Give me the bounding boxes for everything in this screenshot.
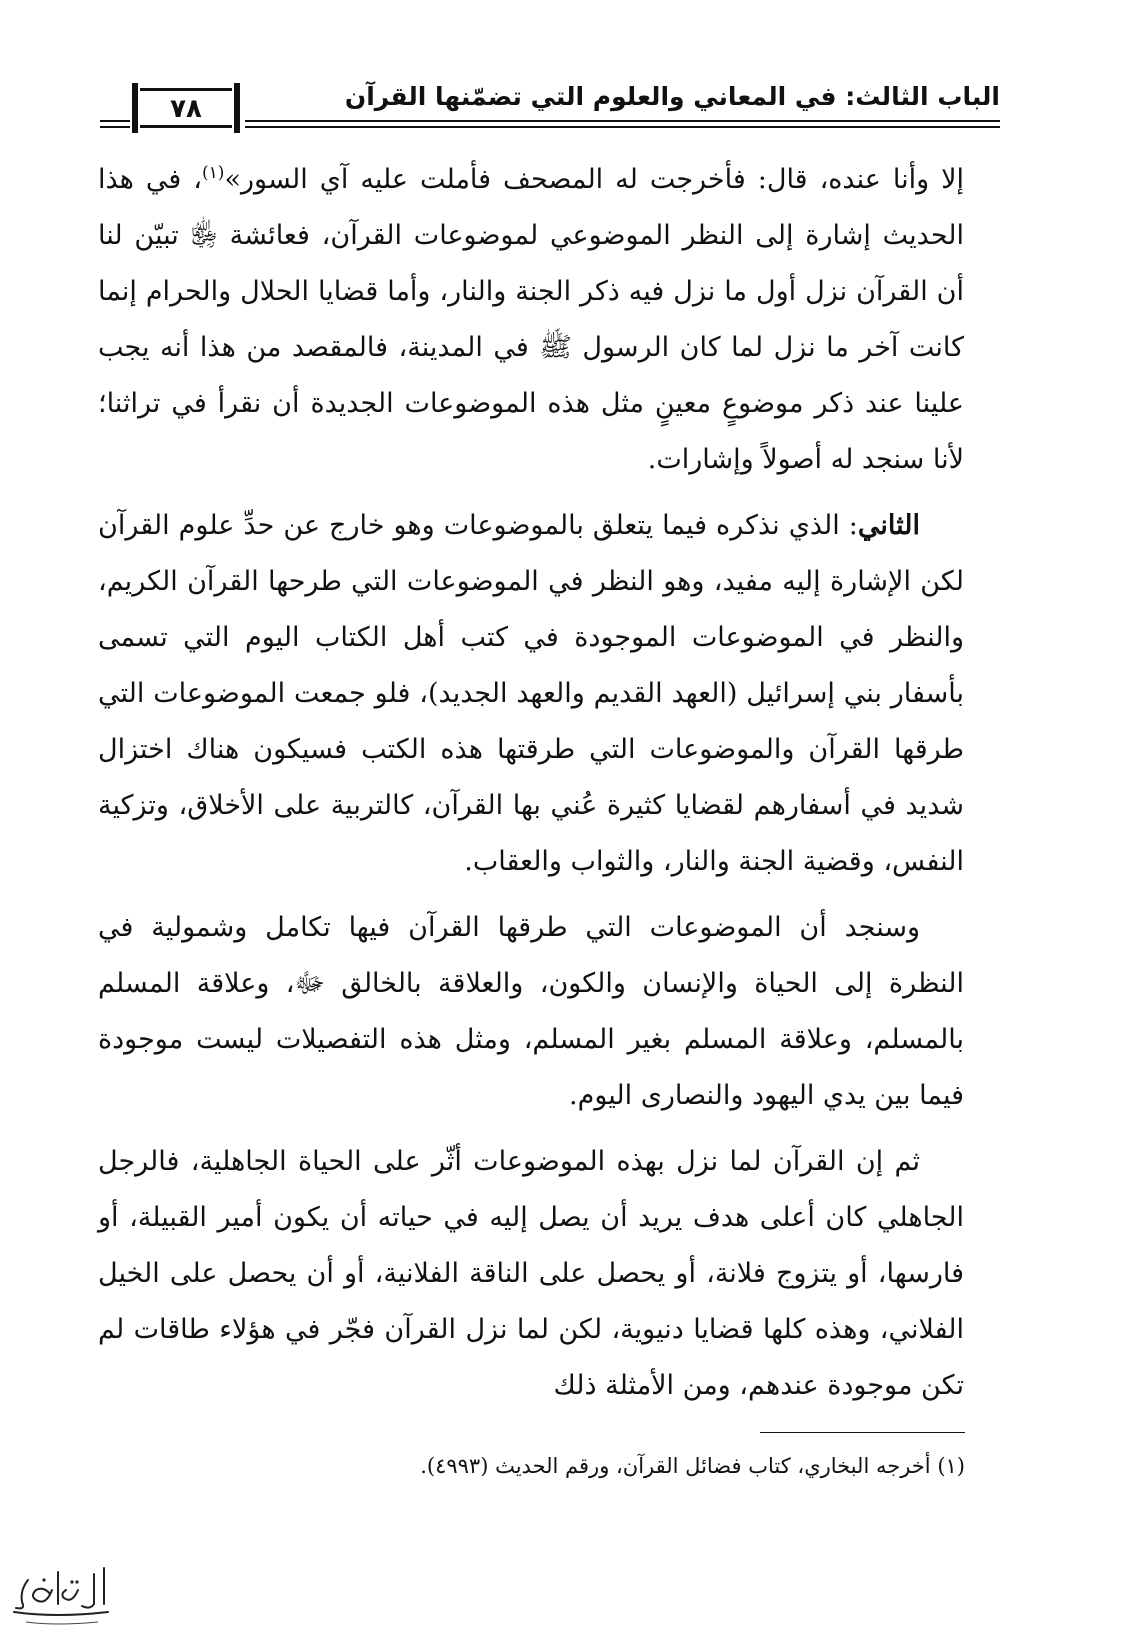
- header-rule-left-bottom: [100, 126, 130, 128]
- page-body: [98, 152, 964, 1424]
- footnote-text: أخرجه البخاري، كتاب فضائل القرآن، ورقم الحديث (٤٩٩٣).: [420, 1454, 931, 1478]
- paragraph-2: [98, 498, 964, 890]
- page-number: ٧٨: [170, 94, 202, 124]
- page-header: [100, 72, 1000, 134]
- header-rule-bottom: [245, 126, 1000, 128]
- footnote-reference[interactable]: (١): [202, 163, 225, 183]
- paragraph-1-text: إلا وأنا عنده، قال: فأخرجت له المصحف فأملت عليه آي السور»: [224, 164, 965, 195]
- paragraph-1: [98, 152, 964, 488]
- page-number-frame: [140, 88, 232, 128]
- paragraph-3: [98, 900, 964, 1124]
- publisher-logo: [6, 1560, 116, 1630]
- paragraph-4-text: ثم إن القرآن لما نزل بهذه الموضوعات أثّر على الحياة الجاهلية، فالرجل الجاهلي كان أعلى هدف يريد أن يصل إليه في حياته أن يكون أمير القبيلة، أو فارسها، أو يتزوج فلانة، أو يحصل على الناقة الفلانية، أو أن يحصل على الخيل الفلاني، وهذه كلها قضايا دنيوية، لكن لما نزل القرآن فجّر في هؤلاء طاقات لم تكن موجودة عندهم، ومن الأمثلة ذلك: [98, 1146, 964, 1401]
- publisher-logo-calligraphy-icon: [6, 1560, 116, 1630]
- footnote-marker: (١): [937, 1454, 965, 1478]
- paragraph-4: [98, 1134, 964, 1414]
- paragraph-2-lead: الثاني: [857, 510, 920, 541]
- footnote: [420, 1450, 965, 1482]
- paragraph-3-text: وسنجد أن الموضوعات التي طرقها القرآن فيها تكامل وشمولية في النظرة إلى الحياة والإنسان والكون، والعلاقة بالخالق ﷻ، وعلاقة المسلم بالمسلم، وعلاقة المسلم بغير المسلم، ومثل هذه التفصيلات ليست موجودة فيما بين يدي اليهود والنصارى اليوم.: [98, 912, 964, 1111]
- paragraph-1-text-continued: ، في هذا الحديث إشارة إلى النظر الموضوعي لموضوعات القرآن، فعائشة ﵂ تبيّن لنا أن القرآن نزل أول ما نزل فيه ذكر الجنة والنار، وأما قضايا الحلال والحرام إنما كانت آخر ما نزل لما كان الرسول ﷺ في المدينة، فالمقصد من هذا أنه يجب علينا عند ذكر موضوعٍ معينٍ مثل هذه الموضوعات الجديدة أن نقرأ في تراثنا؛ لأنا سنجد له أصولاً وإشارات.: [98, 164, 964, 475]
- header-rule-left-top: [100, 120, 130, 122]
- header-rule-top: [245, 120, 1000, 122]
- paragraph-2-text: : الذي نذكره فيما يتعلق بالموضوعات وهو خارج عن حدِّ علوم القرآن لكن الإشارة إليه مفيد، وهو النظر في الموضوعات التي طرحها القرآن الكريم، والنظر في الموضوعات الموجودة في كتب أهل الكتاب اليوم التي تسمى بأسفار بني إسرائيل (العهد القديم والعهد الجديد)، فلو جمعت الموضوعات التي طرقها القرآن والموضوعات التي طرقتها هذه الكتب فسيكون هناك اختزال شديد في أسفارهم لقضايا كثيرة عُني بها القرآن، كالتربية على الأخلاق، وتزكية النفس، وقضية الجنة والنار، والثواب والعقاب.: [98, 510, 965, 877]
- chapter-title: الباب الثالث: في المعاني والعلوم التي تضمّنها القرآن: [344, 82, 1000, 111]
- footnote-separator: [760, 1432, 965, 1433]
